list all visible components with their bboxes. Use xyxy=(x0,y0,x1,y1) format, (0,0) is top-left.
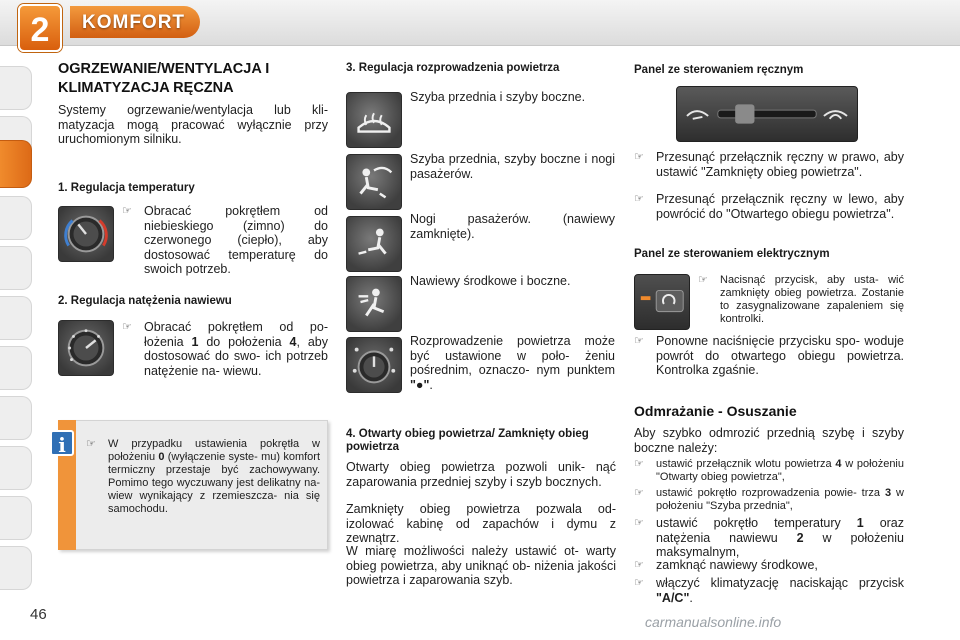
page-number: 46 xyxy=(30,606,47,623)
defrost-intro: Aby szybko odmrozić przednią szybę i szyby boczne należy: xyxy=(634,426,904,455)
distribution-option-4: Nawiewy środkowe i boczne. xyxy=(410,274,571,288)
info-text: ☞ W przypadku ustawienia pokrętła w położeniu 0 (wyłączenie syste- mu) komfort termiczny przestaje być zachowywany. Pomimo tego wyczuwany jest delikatny na- wiew wynikający z rzemieszcza- nia się samochodu. xyxy=(86,438,320,515)
section-title: OGRZEWANIE/WENTYLACJA I KLIMATYZACJA RĘCZNA xyxy=(58,61,270,96)
rail-tab-1[interactable] xyxy=(0,66,32,110)
chapter-number: 2 xyxy=(18,4,62,52)
pointer-icon: ☞ xyxy=(634,151,644,163)
rail-tab-6[interactable] xyxy=(0,346,32,390)
distribution-knob-icon xyxy=(347,338,401,392)
pointer-icon: ☞ xyxy=(698,274,708,286)
distribution-option-1: Szyba przednia i szyby boczne. xyxy=(410,90,586,104)
watermark: carmanualsonline.info xyxy=(645,614,782,630)
defrost-heading: Odmrażanie - Osuszanie xyxy=(634,403,797,419)
windscreen-defrost-icon xyxy=(347,93,401,147)
pointer-icon: ☞ xyxy=(634,335,644,347)
pointer-icon: ☞ xyxy=(634,559,644,571)
rail-tab-9[interactable] xyxy=(0,496,32,540)
recirculation-text-2: Zamknięty obieg powietrza pozwala od- izolować kabinę od zapachów i dymu z zewnątrz. xyxy=(346,502,616,545)
electric-bullet-1: ☞ Nacisnąć przycisk, aby usta- wić zamknięty obieg powietrza. Zostanie to zasygnalizowane zapaleniem się kontrolki. xyxy=(698,274,904,325)
info-icon: i xyxy=(50,430,74,456)
intro-text: Systemy ogrzewanie/wentylacja lub kli- matyzacja mogą pracować wyłącznie przy uruchomionym silniku. xyxy=(58,103,328,146)
defrost-step-4: ☞ zamknąć nawiewy środkowe, xyxy=(634,558,818,572)
rail-tab-5[interactable] xyxy=(0,296,32,340)
distribution-option-2: Szyba przednia, szyby boczne i nogi pasażerów. xyxy=(410,152,615,181)
pointer-icon: ☞ xyxy=(634,517,644,529)
pointer-icon: ☞ xyxy=(634,458,644,470)
feet-icon xyxy=(347,217,401,271)
manual-panel-heading: Panel ze sterowaniem ręcznym xyxy=(634,64,804,76)
manual-slider-image xyxy=(676,86,858,142)
rail-tab-active[interactable] xyxy=(0,140,32,188)
manual-bullet-1: ☞ Przesunąć przełącznik ręczny w prawo, aby ustawić "Zamknięty obieg powietrza". xyxy=(634,150,904,179)
feet-tile xyxy=(346,216,402,272)
pointer-icon: ☞ xyxy=(86,438,96,450)
pointer-icon: ☞ xyxy=(122,205,132,217)
pointer-icon: ☞ xyxy=(634,487,644,499)
temperature-knob-image xyxy=(58,206,114,262)
pointer-icon: ☞ xyxy=(634,577,644,589)
manual-bullet-2: ☞ Przesunąć przełącznik ręczny w lewo, aby powrócić do "Otwartego obiegu powietrza". xyxy=(634,192,904,221)
airflow-heading: 2. Regulacja natężenia nawiewu xyxy=(58,295,232,307)
recirculation-button-icon xyxy=(635,275,689,329)
recirculation-text-1: Otwarty obieg powietrza pozwoli unik- nąć zaparowania przedniej szyby i szyb bocznych. xyxy=(346,460,616,489)
electric-panel-heading: Panel ze sterowaniem elektrycznym xyxy=(634,248,830,260)
temperature-knob-icon xyxy=(59,207,113,261)
airflow-bullet: ☞ Obracać pokrętłem od po- łożenia 1 do położenia 4, aby dostosować do swo- ich potrzeb natężenie na- wiewu. xyxy=(122,320,328,378)
rail-tab-7[interactable] xyxy=(0,396,32,440)
face-vents-tile xyxy=(346,276,402,332)
distribution-knob-image xyxy=(346,337,402,393)
distribution-heading: 3. Regulacja rozprowadzenia powietrza xyxy=(346,62,560,74)
recirculation-text-3: W miarę możliwości należy ustawić ot- warty obieg powietrza, aby uniknąć ob- niżenia jakości powietrza i zaparowania szyb. xyxy=(346,544,616,587)
recirculation-button-image xyxy=(634,274,690,330)
defrost-step-5: ☞ włączyć klimatyzację naciskając przycisk "A/C". xyxy=(634,576,904,605)
windscreen-feet-icon xyxy=(347,155,401,209)
airflow-knob-image xyxy=(58,320,114,376)
distribution-option-3: Nogi pasażerów. (nawiewy zamknięte). xyxy=(410,212,615,241)
defrost-step-3: ☞ ustawić pokrętło temperatury 1 oraz natężenia nawiewu 2 w położeniu maksymalnym, xyxy=(634,516,905,559)
temperature-heading: 1. Regulacja temperatury xyxy=(58,182,195,194)
face-vents-icon xyxy=(347,277,401,331)
airflow-knob-icon xyxy=(59,321,113,375)
windscreen-feet-tile xyxy=(346,154,402,210)
pointer-icon: ☞ xyxy=(634,193,644,205)
rail-tab-8[interactable] xyxy=(0,446,32,490)
windscreen-tile xyxy=(346,92,402,148)
temperature-bullet: ☞ Obracać pokrętłem od niebieskiego (zimno) do czerwonego (ciepło), aby dostosować temperaturę do swoich potrzeb. xyxy=(122,204,328,276)
manual-slider-icon xyxy=(677,87,857,141)
chapter-title: KOMFORT xyxy=(82,12,186,33)
recirculation-heading: 4. Otwarty obieg powietrza/ Zamknięty obieg powietrza xyxy=(346,428,589,453)
rail-tab-4[interactable] xyxy=(0,246,32,290)
distribution-option-5: Rozprowadzenie powietrza może być ustawione w poło- żeniu pośrednim, oznaczo- nym punktem "●". xyxy=(410,334,615,392)
defrost-step-1: ☞ ustawić przełącznik wlotu powietrza 4 w położeniu "Otwarty obieg powietrza", xyxy=(634,458,904,483)
defrost-step-2: ☞ ustawić pokrętło rozprowadzenia powie- trza 3 w położeniu "Szyba przednia", xyxy=(634,487,905,512)
rail-tab-3[interactable] xyxy=(0,196,32,240)
electric-bullet-2: ☞ Ponowne naciśnięcie przycisku spo- woduje powrót do otwartego obiegu powietrza. Kontrolka zgaśnie. xyxy=(634,334,904,377)
pointer-icon: ☞ xyxy=(122,321,132,333)
rail-tab-10[interactable] xyxy=(0,546,32,590)
